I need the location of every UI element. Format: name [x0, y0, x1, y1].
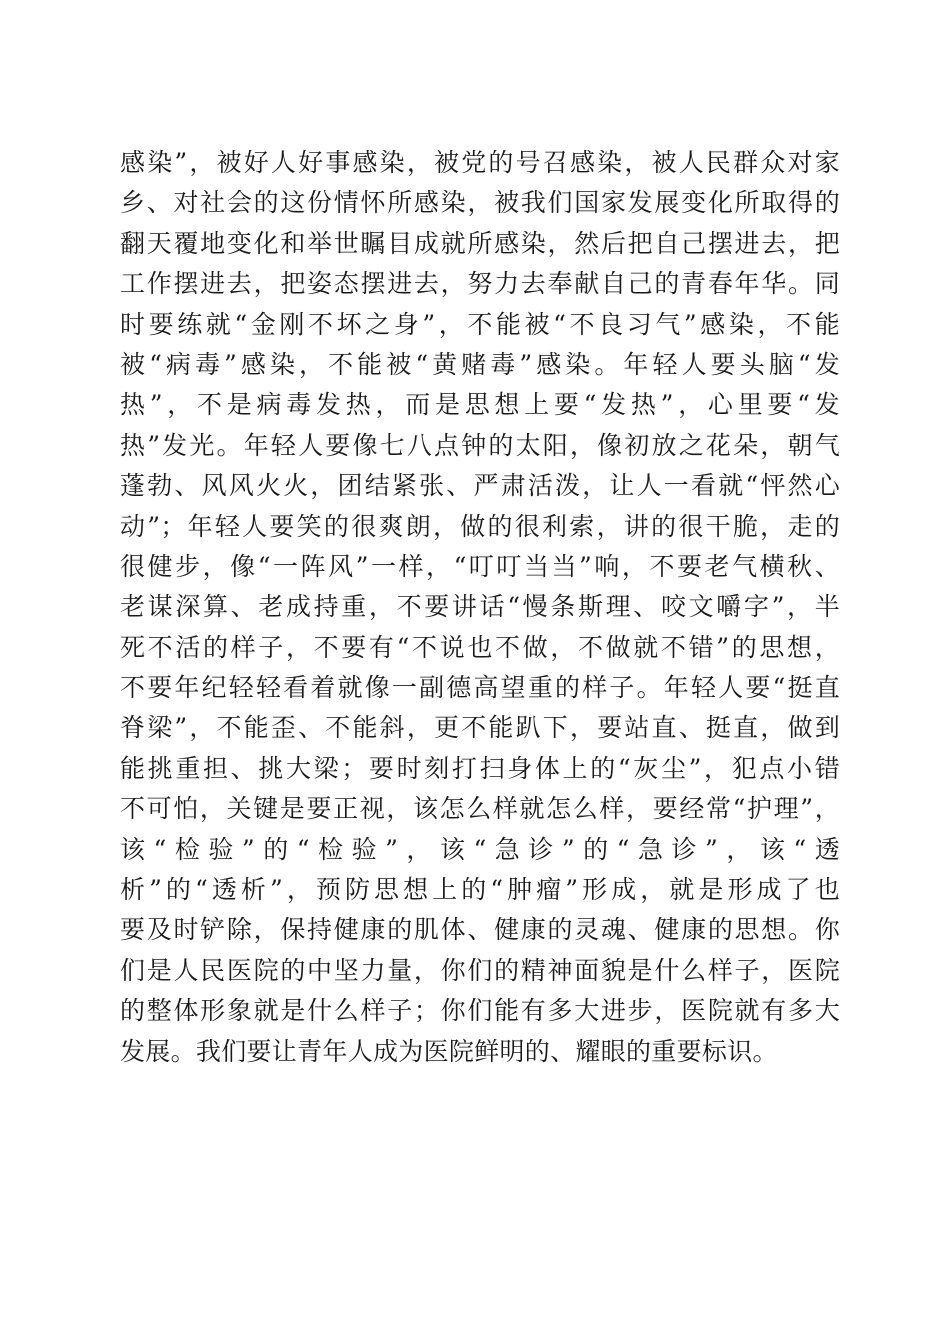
text-line: 脊梁”，不能歪、不能斜，更不能趴下，要站直、挺直，做到: [120, 713, 840, 743]
text-line: 乡、对社会的这份情怀所感染，被我们国家发展变化所取得的: [120, 188, 840, 218]
text-line: 很健步，像“一阵风”一样，“叮叮当当”响，不要老气横秋、: [120, 551, 840, 581]
text-line: 蓬勃、风风火火，团结紧张、严肃活泼，让人一看就“怦然心: [120, 471, 840, 501]
text-line: 热”发光。年轻人要像七八点钟的太阳，像初放之花朵，朝气: [120, 430, 840, 460]
text-line: 死不活的样子，不要有“不说也不做，不做就不错”的思想，: [120, 632, 840, 662]
text-line: 能挑重担、挑大梁；要时刻打扫身体上的“灰尘”，犯点小错: [120, 753, 840, 783]
text-line: 工作摆进去，把姿态摆进去，努力去奉献自己的青春年华。同: [120, 269, 840, 299]
text-line: 被“病毒”感染，不能被“黄赌毒”感染。年轻人要头脑“发: [120, 349, 840, 379]
text-line: 发展。我们要让青年人成为医院鲜明的、耀眼的重要标识。: [120, 1036, 778, 1066]
text-line: 们是人民医院的中坚力量，你们的精神面貌是什么样子，医院: [120, 955, 840, 985]
text-line: 要及时铲除，保持健康的肌体、健康的灵魂、健康的思想。你: [120, 915, 840, 945]
text-line: 感染”，被好人好事感染，被党的号召感染，被人民群众对家: [120, 148, 840, 177]
text-line: 的整体形象就是什么样子；你们能有多大进步，医院就有多大: [120, 996, 840, 1026]
text-line: 翻天覆地变化和举世瞩目成就所感染，然后把自己摆进去，把: [120, 228, 840, 258]
text-line: 不可怕，关键是要正视，该怎么样就怎么样，要经常“护理”，: [120, 794, 840, 824]
body-paragraph: [120, 143, 840, 1072]
text-line: 动”；年轻人要笑的很爽朗，做的很利索，讲的很干脆，走的: [120, 511, 840, 541]
text-line: 热”，不是病毒发热，而是思想上要“发热”，心里要“发: [120, 390, 840, 420]
text-line: 时要练就“金刚不坏之身”，不能被“不良习气”感染，不能: [120, 309, 840, 339]
text-line: 老谋深算、老成持重，不要讲话“慢条斯理、咬文嚼字”，半: [120, 592, 840, 622]
text-line: 该“检验”的“检验”，该“急诊”的“急诊”，该“透: [120, 834, 840, 864]
text-line: 不要年纪轻轻看着就像一副德高望重的样子。年轻人要“挺直: [120, 673, 840, 703]
text-line: 析”的“透析”，预防思想上的“肿瘤”形成，就是形成了也: [120, 875, 840, 905]
